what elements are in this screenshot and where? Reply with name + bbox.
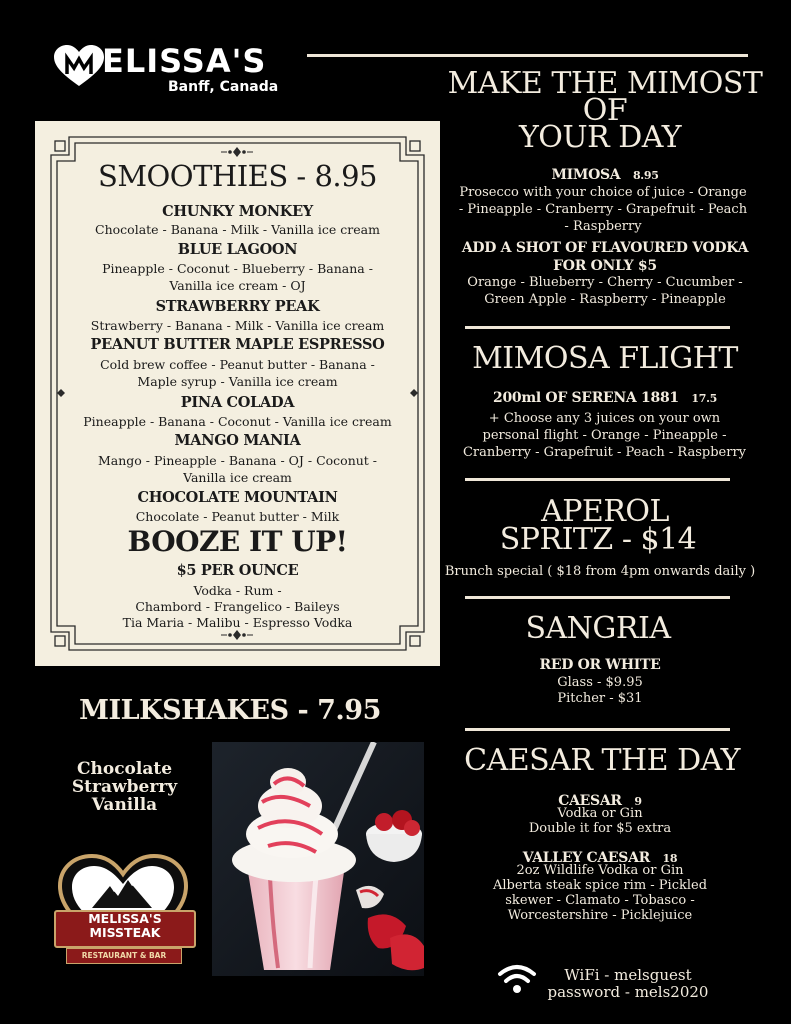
smoothie-name: STRAWBERRY PEAK	[155, 298, 320, 315]
logo-subtext: RESTAURANT & BAR	[66, 948, 182, 964]
booze-line: Chambord - Frangelico - Baileys	[135, 599, 340, 614]
flavor-chocolate: Chocolate	[76, 759, 173, 779]
smoothie-desc: Pineapple - Banana - Coconut - Vanilla ice cream	[83, 414, 392, 429]
mimosa-line	[445, 167, 765, 183]
valley-caesar-desc	[440, 863, 760, 923]
missteak-logo	[52, 852, 194, 968]
aperol-title-2: SPRITZ - $14	[499, 522, 697, 557]
valley-caesar-desc-line: Alberta steak spice rim - Pickled	[492, 878, 708, 893]
smoothie-name: CHOCOLATE MOUNTAIN	[137, 489, 338, 506]
caesar-title: CAESAR THE DAY	[464, 743, 740, 778]
smoothie-name: CHUNKY MONKEY	[162, 203, 313, 220]
logo-text: ELISSA'S	[102, 42, 267, 80]
mimost-title-2: OF	[582, 93, 628, 128]
mimost-title-1: MAKE THE MIMOST	[447, 66, 763, 101]
valley-caesar-name: VALLEY CAESAR	[522, 850, 650, 866]
caesar-desc-line: Vodka or Gin	[557, 806, 643, 821]
logo-line: MISSTEAK	[89, 925, 161, 940]
heart-icon	[52, 44, 106, 88]
valley-caesar-desc-line: Worcestershire - Picklejuice	[507, 908, 693, 923]
aperol-title-1: APEROL	[541, 494, 669, 529]
shot-heading-line: ADD A SHOT OF FLAVOURED VODKA	[461, 240, 749, 256]
caesar-name: CAESAR	[558, 793, 622, 809]
smoothie-desc: Chocolate - Banana - Milk - Vanilla ice cream	[95, 222, 380, 237]
caesar-desc-line: Double it for $5 extra	[528, 821, 672, 836]
flight-name: 200ml OF SERENA 1881	[493, 390, 679, 406]
wifi-network: WiFi - melsguest	[564, 966, 692, 984]
smoothie-name: BLUE LAGOON	[177, 241, 298, 258]
smoothie-name: PEANUT BUTTER MAPLE ESPRESSO	[90, 336, 385, 353]
wifi-icon	[497, 962, 537, 996]
smoothies-title: SMOOTHIES - 8.95	[97, 159, 378, 193]
divider	[465, 728, 730, 731]
mimost-title-3: YOUR DAY	[518, 120, 682, 155]
flight-price: 17.5	[691, 392, 717, 405]
wifi-info	[538, 967, 718, 1001]
smoothie-desc: Pineapple - Coconut - Blueberry - Banana - Vanilla ice cream - OJ	[102, 261, 373, 293]
smoothie-desc: Cold brew coffee - Peanut butter - Banana - Maple syrup - Vanilla ice cream	[100, 357, 375, 389]
mimosa-name: MIMOSA	[551, 167, 621, 183]
valley-caesar-price: 18	[662, 852, 678, 865]
sangria-pitcher: Pitcher - $31	[557, 691, 643, 706]
wifi-password: password - mels2020	[547, 983, 709, 1001]
smoothie-name: MANGO MANIA	[174, 432, 301, 449]
flavor-strawberry: Strawberry	[71, 777, 178, 797]
booze-line: Vodka - Rum -	[193, 583, 282, 598]
divider	[465, 596, 730, 599]
aperol-desc: Brunch special ( $18 from 4pm onwards daily )	[444, 564, 756, 579]
booze-title: BOOZE IT UP!	[127, 525, 348, 558]
sangria-glass: Glass - $9.95	[557, 675, 643, 690]
caesar-price: 9	[634, 795, 642, 808]
sangria-sub: RED OR WHITE	[539, 657, 661, 673]
booze-line: Tia Maria - Malibu - Espresso Vodka	[122, 615, 353, 630]
location-text: Banff, Canada	[168, 79, 279, 95]
smoothie-desc: Strawberry - Banana - Milk - Vanilla ice cream	[90, 318, 385, 333]
divider	[465, 478, 730, 481]
milkshake-flavors	[52, 760, 197, 814]
divider	[465, 326, 730, 329]
logo-line: MELISSA'S	[88, 911, 162, 926]
mimosa-desc: Prosecco with your choice of juice - Orange - Pineapple - Cranberry - Grapefruit - Peach - Raspberry	[458, 185, 748, 234]
shot-desc: Orange - Blueberry - Cherry - Cucumber - Green Apple - Raspberry - Pineapple	[467, 275, 743, 307]
mimosa-price: 8.95	[632, 169, 659, 182]
shot-heading-line: FOR ONLY $5	[553, 258, 657, 274]
flight-line	[445, 390, 765, 406]
caesar-desc	[440, 806, 760, 836]
booze-price: $5 PER OUNCE	[176, 562, 299, 579]
flight-title: MIMOSA FLIGHT	[472, 341, 738, 376]
smoothie-name: PINA COLADA	[180, 394, 295, 411]
milkshake-photo	[212, 742, 424, 976]
top-divider	[307, 54, 748, 57]
melissas-logo	[52, 40, 312, 100]
flight-desc: + Choose any 3 juices on your own personal flight - Orange - Pineapple - Cranberry - Grapefruit - Peach - Raspberry	[462, 411, 747, 460]
smoothie-desc: Mango - Pineapple - Banana - OJ - Coconut - Vanilla ice cream	[97, 453, 378, 485]
valley-caesar-desc-line: skewer - Clamato - Tobasco -	[505, 893, 695, 908]
flavor-vanilla: Vanilla	[91, 795, 158, 815]
smoothie-desc: Chocolate - Peanut butter - Milk	[135, 509, 340, 524]
milkshakes-title: MILKSHAKES - 7.95	[79, 695, 381, 726]
sangria-title: SANGRIA	[525, 611, 671, 646]
shot-heading	[445, 239, 765, 275]
valley-caesar-desc-line: 2oz Wildlife Vodka or Gin	[516, 863, 684, 878]
smoothies-card	[35, 121, 440, 666]
logo-banner-text	[54, 912, 196, 940]
